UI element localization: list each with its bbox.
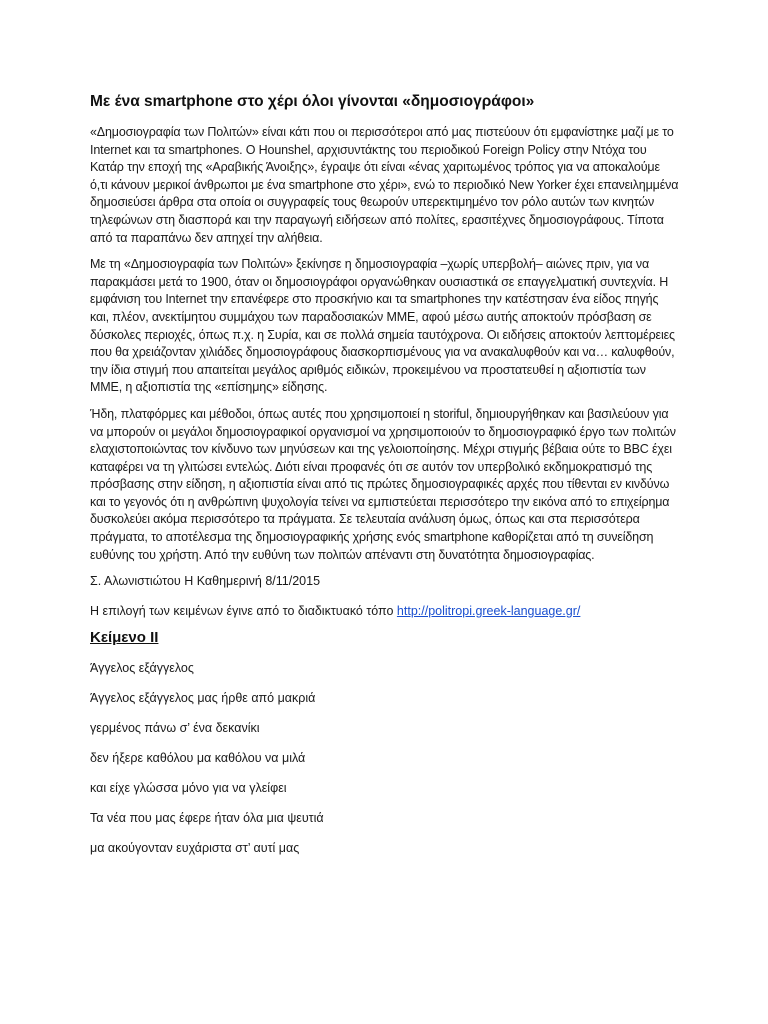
selection-note (90, 603, 680, 621)
document-page (90, 92, 680, 870)
poem-line-3: γερμένος πάνω σ’ ένα δεκανίκι (90, 721, 260, 736)
poem (90, 660, 680, 858)
poem-line-7: μα ακούγονταν ευχάριστα στ’ αυτί μας (90, 841, 300, 856)
poem-line-1: Άγγελος εξάγγελος (90, 661, 194, 676)
article-paragraph-2: Με τη «Δημοσιογραφία των Πολιτών» ξεκίνησε η δημοσιογραφία –χωρίς υπερβολή– αιώνες πριν, για να παρακμάσει μετά το 1900, όταν οι δημοσιογράφοι οργανώθηκαν ουσιαστικά σε επαγγελματική συντεχνία. Η εμφάνιση του Internet την επανέφερε στο προσκήνιο και τα smartphones την κατέστησαν ένα είδος πηγής και, πλέον, ανεκτίμητου συμμάχου των παραδοσιακών ΜΜΕ, αφού μέσω αυτής αποκτούν πρόσβαση σε δύσκολες περιοχές, όπως π.χ. η Συρία, και σε πολλά σημεία ταυτόχρονα. Οι ειδήσεις αποκτούν λεπτομέρειες που θα χρειάζονταν χιλιάδες δημοσιογράφους διασκορπισμένους για να ανακαλυφθούν και να… καλυφθούν, την ίδια στιγμή που απαιτείται μεγάλος αριθμός ειδικών, προκειμένου να προστατευθεί η αξιοπιστία των ΜΜΕ, η αξιοπιστία της «επίσημης» είδησης. (90, 257, 675, 395)
politropi-link[interactable]: http://politropi.greek-language.gr/ (396, 603, 581, 618)
article-title: Με ένα smartphone στο χέρι όλοι γίνονται «δημοσιογράφοι» (90, 93, 535, 110)
text2-heading: Κείμενο ΙΙ (90, 629, 159, 647)
article-paragraph-3: Ήδη, πλατφόρμες και μέθοδοι, όπως αυτές που χρησιμοποιεί η storiful, δημιουργήθηκαν και βασιλεύουν για να μπορούν οι μεγάλοι δημοσιογραφικοί οργανισμοί να χρησιμοποιούν το δημοσιογραφικό έργο των πολιτών ελαχιστοποιώντας τον κίνδυνο των μηνύσεων και της γελοιοποίησης. Μέχρι στιγμής βέβαια ούτε το BBC έχει καταφέρει να τη γλιτώσει εντελώς. Διότι είναι προφανές ότι σε αυτόν τον υπερβολικό εκδημοκρατισμό της πρόσβασης στην είδηση, η αξιοπιστία είναι από τις πρώτες δημοσιογραφικές αρχές που τίθενται εν κινδύνω και το γεγονός ότι η ανθρώπινη ψυχολογία τείνει να εμπιστεύεται περισσότερο την εικόνα από το επιχείρημα δυσκολεύει ακόμα περισσότερο τα πράγματα. Σε τελευταία ανάλυση όμως, όπως και στα περισσότερα πράγματα, το αποτέλεσμα της δημοσιογραφικής χρήσης ενός smartphone καθορίζεται από τη συνείδηση ευθύνης του χρήστη. Από την ευθύνη των πολιτών απέναντι στη δυνατότητα δημοσιογραφίας. (90, 406, 676, 562)
poem-line-4: δεν ήξερε καθόλου μα καθόλου να μιλά (90, 751, 306, 766)
poem-line-2: Άγγελος εξάγγελος μας ήρθε από μακριά (90, 691, 316, 706)
poem-line-5: και είχε γλώσσα μόνο για να γλείφει (90, 781, 287, 796)
article-paragraph-1: «Δημοσιογραφία των Πολιτών» είναι κάτι που οι περισσότεροι από μας πιστεύουν ότι εμφανίστηκε μαζί με το Internet και τα smartphones. Ο Hounshel, αρχισυντάκτης του περιοδικού Foreign Policy στην Ντόχα του Κατάρ την εποχή της «Αραβικής Άνοιξης», έγραψε ότι είναι «ένας χαριτωμένος τρόπος για να αποκαλούμε ό,τι κάνουν μερικοί άνθρωποι με ένα smartphone στο χέρι», ενώ το περιοδικό New Yorker έχει επανειλημμένα δημοσιεύσει άρθρα στα οποία οι συγγραφείς τους θεωρούν υπερεκτιμημένο τον ρόλο αυτών των κινητών τηλεφώνων στη διασπορά και την παραγωγή ειδήσεων από πολίτες, ερασιτέχνες δημοσιογράφους. Τίποτα από τα παραπάνω δεν απηχεί την αλήθεια. (90, 125, 679, 245)
selection-note-text: Η επιλογή των κειμένων έγινε από το διαδικτυακό τόπο (90, 603, 397, 618)
poem-line-6: Τα νέα που μας έφερε ήταν όλα μια ψευτιά (90, 811, 324, 826)
article-source: Σ. Αλωνιστιώτου Η Καθημερινή 8/11/2015 (90, 574, 321, 589)
